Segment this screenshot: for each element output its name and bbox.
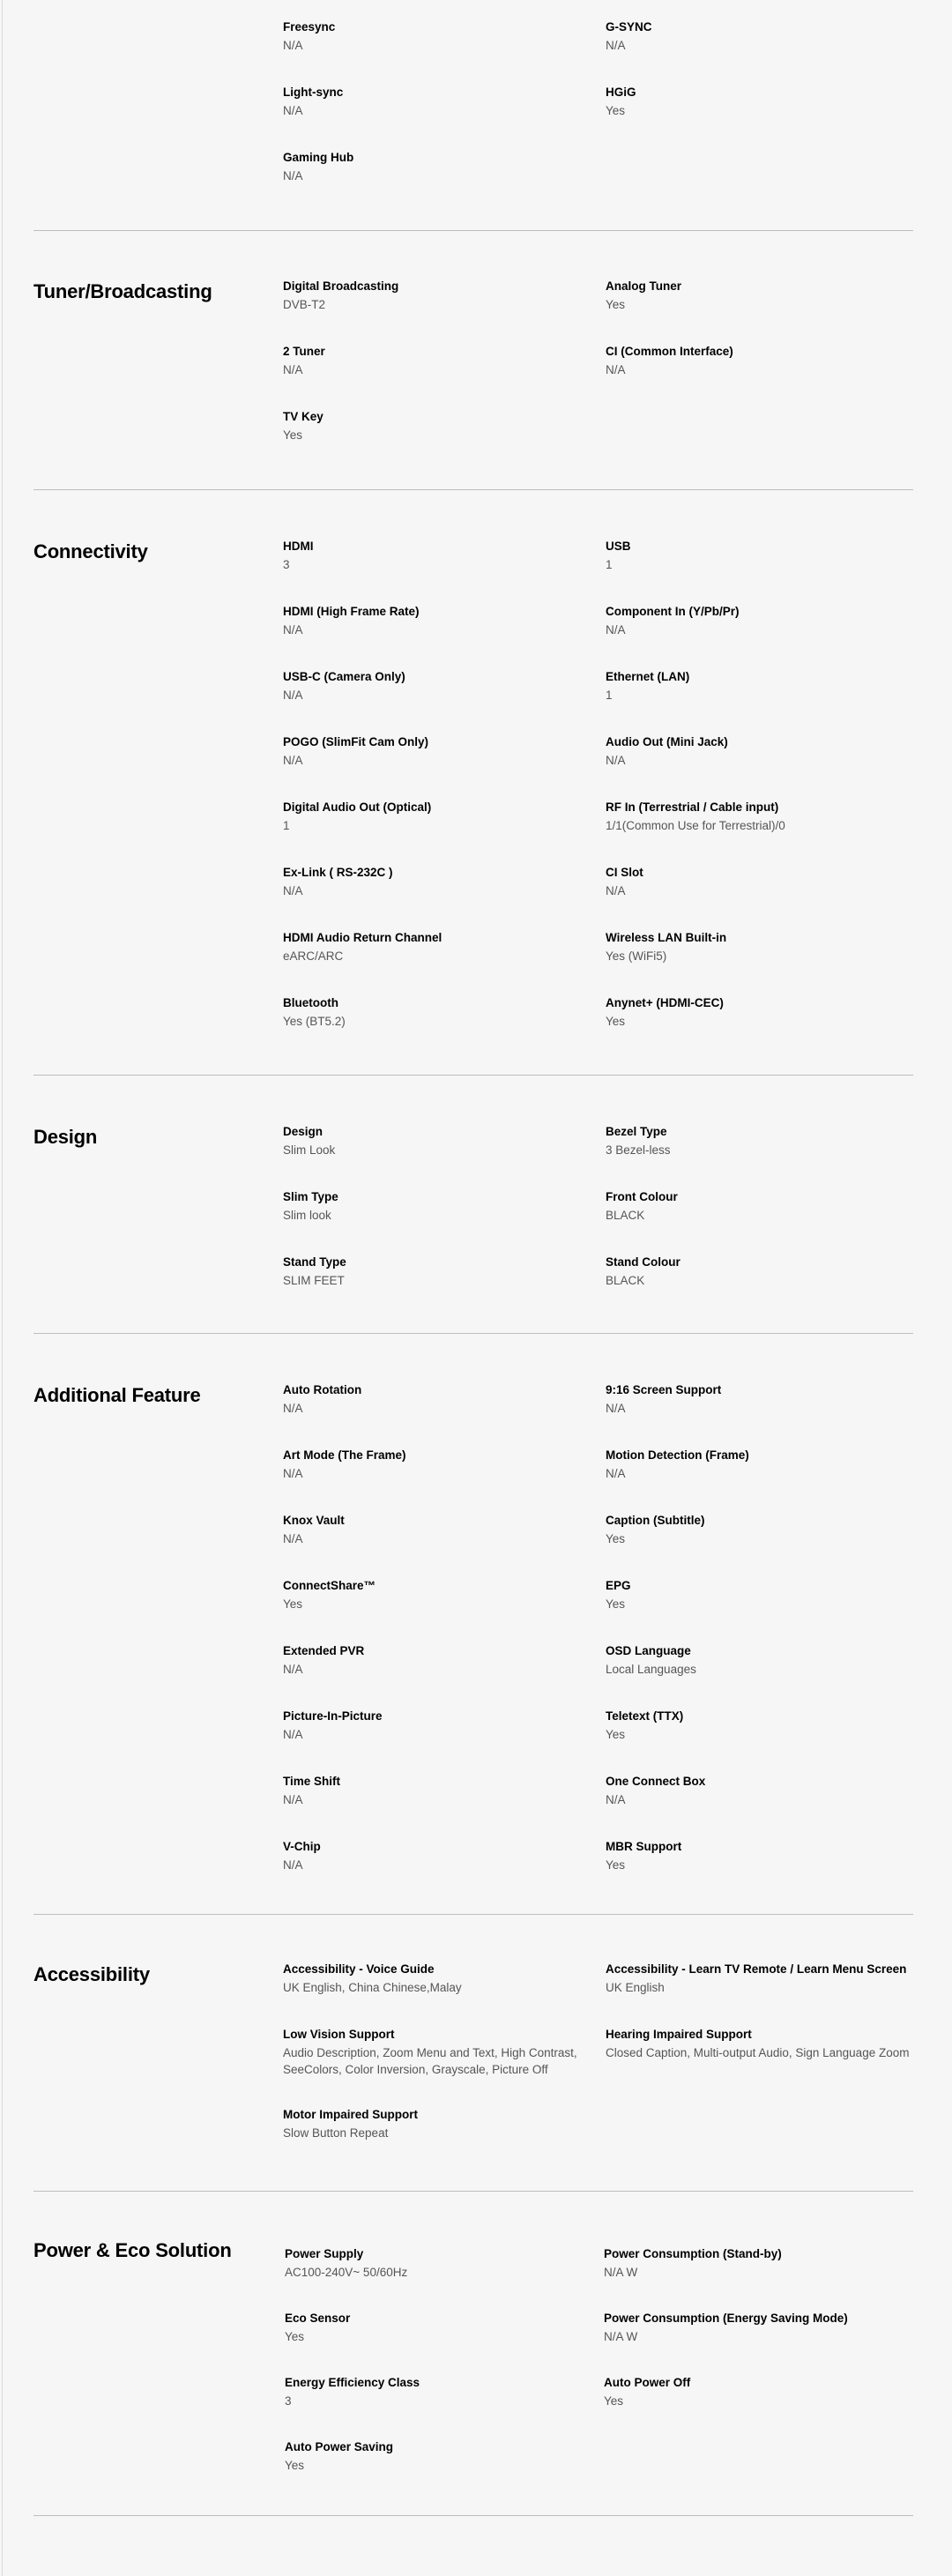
spec-value: N/A — [283, 39, 303, 52]
spec-item — [606, 930, 913, 995]
spec-name: Auto Power Saving — [285, 2440, 394, 2453]
spec-name: Bezel Type — [606, 1125, 667, 1138]
spec-value: Slow Button Repeat — [283, 2126, 389, 2140]
spec-name: Time Shift — [283, 1775, 341, 1788]
spec-name: Picture-In-Picture — [283, 1709, 383, 1723]
spec-name: Design — [283, 1125, 324, 1138]
spec-value: Yes (BT5.2) — [283, 1015, 346, 1028]
spec-name: Component In (Y/Pb/Pr) — [606, 605, 740, 618]
spec-value: Slim look — [283, 1209, 331, 1222]
spec-name: 9:16 Screen Support — [606, 1383, 722, 1396]
spec-value: N/A — [606, 39, 626, 52]
spec-item — [283, 539, 606, 604]
spec-name: HGiG — [606, 86, 636, 99]
spec-item — [285, 2375, 604, 2439]
spec-value: Slim Look — [283, 1143, 336, 1157]
spec-item — [606, 604, 913, 669]
spec-value: N/A — [606, 1467, 626, 1480]
page-left-border — [2, 0, 3, 2576]
spec-name: Knox Vault — [283, 1514, 345, 1527]
spec-name: Motor Impaired Support — [283, 2108, 418, 2121]
spec-item — [283, 1189, 606, 1254]
spec-name: Digital Audio Out (Optical) — [283, 800, 432, 814]
spec-value: N/A W — [604, 2266, 638, 2279]
spec-name: Energy Efficiency Class — [285, 2376, 420, 2389]
spec-name: TV Key — [283, 410, 324, 423]
spec-item — [283, 279, 606, 344]
spec-item — [283, 865, 606, 930]
spec-value: Yes — [283, 428, 303, 442]
spec-value: N/A — [283, 884, 303, 897]
spec-name: Ethernet (LAN) — [606, 670, 690, 683]
spec-name: Art Mode (The Frame) — [283, 1448, 406, 1462]
spec-value: Local Languages — [606, 1663, 696, 1676]
spec-item — [606, 279, 913, 344]
spec-item — [604, 2375, 915, 2439]
spec-name: One Connect Box — [606, 1775, 706, 1788]
spec-item — [606, 1578, 913, 1643]
section-divider — [33, 1333, 913, 1334]
spec-value: 3 — [285, 2394, 292, 2408]
spec-value: Closed Caption, Multi-output Audio, Sign Language Zoom — [606, 2046, 910, 2059]
spec-value: Yes — [606, 1015, 626, 1028]
section-title: Additional Feature — [33, 1384, 201, 1406]
spec-value: N/A — [283, 1858, 303, 1872]
spec-value: Yes — [606, 1532, 626, 1545]
spec-value: DVB-T2 — [283, 298, 326, 311]
spec-item — [606, 1643, 913, 1709]
spec-name: Wireless LAN Built-in — [606, 931, 727, 944]
spec-item — [606, 1774, 913, 1839]
spec-name: Caption (Subtitle) — [606, 1514, 705, 1527]
spec-name: Accessibility - Learn TV Remote / Learn Menu Screen — [606, 1962, 907, 1976]
spec-value: 1 — [283, 819, 290, 832]
spec-item — [606, 1448, 913, 1513]
spec-item — [606, 1962, 913, 2027]
spec-item — [283, 2107, 606, 2172]
spec-value: UK English — [606, 1981, 665, 1994]
spec-item — [606, 669, 913, 734]
section-divider — [33, 489, 913, 490]
spec-grid — [283, 1382, 913, 1904]
spec-item — [606, 1709, 913, 1774]
spec-value: 1 — [606, 558, 613, 571]
spec-item — [283, 1839, 606, 1904]
section-title: Design — [33, 1126, 98, 1148]
spec-grid — [285, 2246, 915, 2504]
spec-item — [283, 734, 606, 800]
spec-item — [606, 1254, 913, 1320]
spec-name: CI Slot — [606, 866, 643, 879]
spec-item — [606, 995, 913, 1061]
spec-value: 3 Bezel-less — [606, 1143, 671, 1157]
spec-name: Teletext (TTX) — [606, 1709, 684, 1723]
spec-grid — [283, 279, 913, 474]
spec-item — [283, 1513, 606, 1578]
spec-name: Stand Colour — [606, 1255, 681, 1269]
spec-value: Yes — [283, 1597, 303, 1611]
spec-value: AC100-240V~ 50/60Hz — [285, 2266, 408, 2279]
spec-item — [606, 734, 913, 800]
spec-name: Hearing Impaired Support — [606, 2028, 752, 2041]
spec-name: Anynet+ (HDMI-CEC) — [606, 996, 724, 1009]
spec-value: Yes — [606, 1597, 626, 1611]
spec-name: Ex-Link ( RS-232C ) — [283, 866, 393, 879]
spec-item — [283, 1578, 606, 1643]
spec-item — [606, 1839, 913, 1904]
spec-item — [285, 2311, 604, 2375]
spec-value: Audio Description, Zoom Menu and Text, High Contrast, SeeColors, Color Inversion, Grayscale, Picture Off — [283, 2046, 577, 2076]
spec-name: Power Consumption (Stand-by) — [604, 2247, 782, 2260]
spec-item — [285, 2246, 604, 2311]
spec-name: Digital Broadcasting — [283, 279, 399, 293]
spec-item — [606, 19, 913, 85]
spec-value: N/A — [283, 1793, 303, 1806]
spec-value: N/A — [283, 1728, 303, 1741]
spec-item — [283, 800, 606, 865]
spec-item — [606, 1189, 913, 1254]
spec-name: V-Chip — [283, 1840, 321, 1853]
spec-name: 2 Tuner — [283, 345, 325, 358]
spec-value: N/A W — [604, 2330, 638, 2343]
spec-value: N/A — [283, 1467, 303, 1480]
spec-item — [604, 2246, 915, 2311]
spec-value: N/A — [606, 363, 626, 376]
spec-item — [604, 2311, 915, 2375]
section-divider — [33, 230, 913, 231]
spec-item — [283, 150, 606, 215]
spec-name: CI (Common Interface) — [606, 345, 733, 358]
spec-item — [283, 930, 606, 995]
spec-name: Analog Tuner — [606, 279, 681, 293]
section-divider — [33, 2515, 913, 2516]
spec-name: EPG — [606, 1579, 631, 1592]
spec-item — [283, 409, 606, 474]
spec-name: Gaming Hub — [283, 151, 354, 164]
spec-value: N/A — [283, 689, 303, 702]
spec-value: 1 — [606, 689, 613, 702]
spec-name: Accessibility - Voice Guide — [283, 1962, 435, 1976]
spec-item — [283, 1774, 606, 1839]
spec-item — [606, 800, 913, 865]
spec-grid — [283, 1962, 913, 2172]
spec-item — [606, 85, 913, 150]
spec-name: Eco Sensor — [285, 2312, 351, 2325]
spec-name: ConnectShare™ — [283, 1579, 376, 1592]
spec-item — [283, 1643, 606, 1709]
spec-value: Yes — [606, 298, 626, 311]
spec-name: Low Vision Support — [283, 2028, 395, 2041]
spec-name: Auto Power Off — [604, 2376, 691, 2389]
spec-item — [285, 2439, 604, 2504]
spec-name: Slim Type — [283, 1190, 338, 1203]
spec-item — [283, 2027, 606, 2107]
spec-name: Audio Out (Mini Jack) — [606, 735, 728, 748]
spec-item — [606, 539, 913, 604]
spec-grid — [283, 19, 913, 215]
section-divider — [33, 1075, 913, 1076]
spec-value: N/A — [606, 1793, 626, 1806]
spec-value: Yes — [285, 2330, 305, 2343]
spec-value: N/A — [606, 1402, 626, 1415]
spec-name: Extended PVR — [283, 1644, 365, 1657]
spec-name: G-SYNC — [606, 20, 652, 34]
spec-name: Light-sync — [283, 86, 344, 99]
spec-value: Yes — [285, 2459, 305, 2472]
spec-item — [283, 1709, 606, 1774]
spec-value: SLIM FEET — [283, 1274, 345, 1287]
spec-name: HDMI — [283, 540, 314, 553]
section-divider — [33, 2191, 913, 2192]
spec-name: Motion Detection (Frame) — [606, 1448, 749, 1462]
spec-value: N/A — [283, 1532, 303, 1545]
spec-item — [283, 85, 606, 150]
spec-item — [283, 1124, 606, 1189]
section-title: Connectivity — [33, 540, 148, 562]
spec-name: MBR Support — [606, 1840, 682, 1853]
spec-item — [283, 669, 606, 734]
spec-value: Yes (WiFi5) — [606, 949, 667, 963]
spec-value: UK English, China Chinese,Malay — [283, 1981, 462, 1994]
spec-name: Power Consumption (Energy Saving Mode) — [604, 2312, 848, 2325]
spec-item — [283, 995, 606, 1061]
spec-item — [606, 1382, 913, 1448]
spec-item — [606, 2027, 913, 2107]
spec-value: Yes — [606, 1858, 626, 1872]
spec-name: POGO (SlimFit Cam Only) — [283, 735, 429, 748]
spec-name: Bluetooth — [283, 996, 338, 1009]
spec-name: USB-C (Camera Only) — [283, 670, 405, 683]
spec-grid — [283, 1124, 913, 1320]
section-title: Accessibility — [33, 1963, 150, 1985]
spec-item — [283, 1382, 606, 1448]
spec-grid — [283, 539, 913, 1061]
spec-name: HDMI (High Frame Rate) — [283, 605, 420, 618]
spec-item — [606, 865, 913, 930]
spec-value: N/A — [606, 884, 626, 897]
spec-value: N/A — [606, 754, 626, 767]
spec-item — [283, 1962, 606, 2027]
spec-item — [283, 604, 606, 669]
spec-value: N/A — [283, 104, 303, 117]
spec-item — [283, 1448, 606, 1513]
spec-value: BLACK — [606, 1274, 645, 1287]
section-title: Power & Eco Solution — [33, 2239, 232, 2261]
spec-value: Yes — [606, 1728, 626, 1741]
spec-value: N/A — [283, 623, 303, 637]
spec-value: eARC/ARC — [283, 949, 344, 963]
section-title: Tuner/Broadcasting — [33, 280, 212, 302]
spec-value: N/A — [283, 1663, 303, 1676]
spec-value: Yes — [606, 104, 626, 117]
spec-value: N/A — [606, 623, 626, 637]
spec-item — [283, 19, 606, 85]
spec-name: Auto Rotation — [283, 1383, 362, 1396]
spec-value: N/A — [283, 169, 303, 182]
spec-value: N/A — [283, 363, 303, 376]
spec-name: OSD Language — [606, 1644, 691, 1657]
spec-value: 3 — [283, 558, 290, 571]
spec-name: Stand Type — [283, 1255, 346, 1269]
spec-value: 1/1(Common Use for Terrestrial)/0 — [606, 819, 785, 832]
spec-item — [283, 344, 606, 409]
section-divider — [33, 1914, 913, 1915]
spec-item — [283, 1254, 606, 1320]
spec-name: HDMI Audio Return Channel — [283, 931, 443, 944]
spec-name: Front Colour — [606, 1190, 678, 1203]
spec-name: RF In (Terrestrial / Cable input) — [606, 800, 779, 814]
spec-name: USB — [606, 540, 631, 553]
spec-value: N/A — [283, 1402, 303, 1415]
spec-value: N/A — [283, 754, 303, 767]
spec-name: Power Supply — [285, 2247, 364, 2260]
spec-value: BLACK — [606, 1209, 645, 1222]
spec-value: Yes — [604, 2394, 624, 2408]
spec-name: Freesync — [283, 20, 336, 34]
spec-item — [606, 344, 913, 409]
spec-item — [606, 1124, 913, 1189]
spec-item — [606, 1513, 913, 1578]
